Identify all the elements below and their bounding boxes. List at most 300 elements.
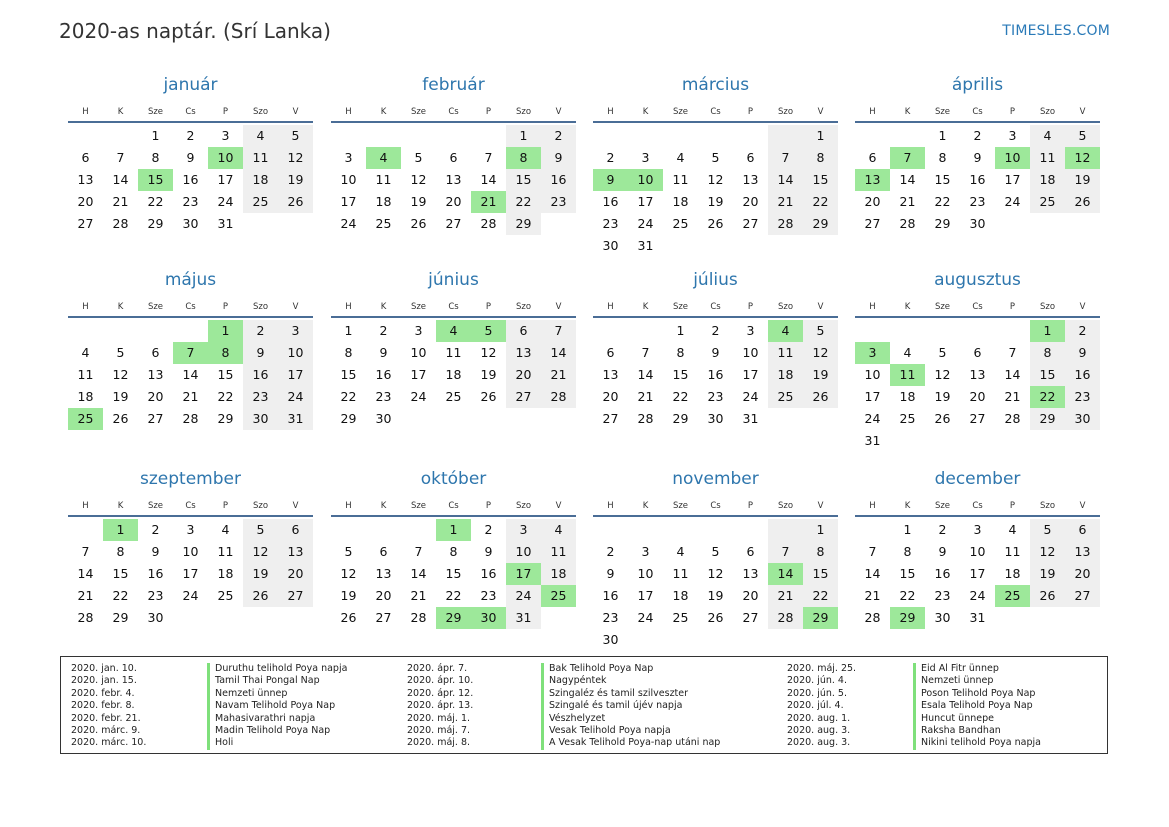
week-row <box>331 408 576 430</box>
day-cell: 4 <box>676 150 685 165</box>
empty-day-cell <box>1065 607 1100 629</box>
holiday-day-cell: 29 <box>436 607 471 629</box>
legend-holiday-name: Madin Telihold Poya Nap <box>207 725 347 737</box>
day-cell: 8 <box>449 544 458 559</box>
day-cell: 15 <box>445 566 462 581</box>
day-cell: 6 <box>81 150 90 165</box>
legend-date: 2020. jún. 5. <box>787 687 848 699</box>
weekday-label: H <box>869 302 876 312</box>
day-cell: 11 <box>1004 544 1021 559</box>
empty-day-cell <box>698 519 733 541</box>
day-cell: 24 <box>637 216 654 231</box>
day-cell: 6 <box>151 345 160 360</box>
day-cell: 8 <box>676 345 685 360</box>
week-row <box>331 125 576 147</box>
weekday-label: H <box>82 501 89 511</box>
day-cell: 2 <box>243 320 278 342</box>
day-cell: 9 <box>606 566 615 581</box>
day-cell: 28 <box>768 607 803 629</box>
week-row <box>68 320 313 342</box>
empty-day-cell <box>925 430 960 452</box>
holiday-day-cell: 17 <box>506 563 541 585</box>
weekday-header <box>331 103 576 123</box>
holiday-day-cell: 14 <box>768 563 803 585</box>
day-cell: 14 <box>768 169 803 191</box>
day-cell: 27 <box>278 585 313 607</box>
month-8 <box>855 268 1100 452</box>
day-cell: 23 <box>480 588 497 603</box>
day-cell: 9 <box>1065 342 1100 364</box>
holiday-day-cell: 4 <box>366 147 401 169</box>
day-cell: 21 <box>112 194 129 209</box>
empty-day-cell <box>995 430 1030 452</box>
holiday-day-cell: 1 <box>208 320 243 342</box>
week-row <box>855 563 1100 585</box>
day-cell: 8 <box>151 150 160 165</box>
day-cell: 13 <box>278 541 313 563</box>
weekday-label: P <box>222 302 229 312</box>
empty-day-cell <box>68 125 103 147</box>
day-cell: 28 <box>182 411 199 426</box>
week-row <box>331 320 576 342</box>
legend-holiday-name: Tamil Thai Pongal Nap <box>207 675 347 687</box>
empty-day-cell <box>436 125 471 147</box>
empty-day-cell <box>663 235 698 257</box>
empty-day-cell <box>243 213 278 235</box>
day-cell: 16 <box>1065 364 1100 386</box>
day-cell: 29 <box>112 610 129 625</box>
empty-day-cell <box>506 408 541 430</box>
day-cell: 29 <box>803 213 838 235</box>
day-cell: 18 <box>375 194 392 209</box>
empty-day-cell <box>995 320 1030 342</box>
empty-day-cell <box>768 629 803 651</box>
day-cell: 3 <box>278 320 313 342</box>
empty-day-cell <box>663 125 698 147</box>
legend-date: 2020. márc. 9. <box>71 725 141 737</box>
day-cell: 27 <box>969 411 986 426</box>
weekday-label: Szo <box>252 302 269 312</box>
day-cell: 24 <box>1004 194 1021 209</box>
weekday-label: Szo <box>515 302 532 312</box>
day-cell: 28 <box>77 610 94 625</box>
week-row <box>331 386 576 408</box>
day-cell: 17 <box>217 172 234 187</box>
day-cell: 17 <box>742 367 759 382</box>
day-cell: 3 <box>746 323 755 338</box>
empty-day-cell <box>1030 213 1065 235</box>
holiday-legend <box>60 656 1108 754</box>
day-cell: 18 <box>445 367 462 382</box>
empty-day-cell <box>803 629 838 651</box>
day-cell: 2 <box>711 323 720 338</box>
month-name: augusztus <box>934 270 1021 290</box>
weekday-label: V <box>1079 107 1086 117</box>
day-cell: 4 <box>221 522 230 537</box>
weekday-label: K <box>642 302 649 312</box>
day-cell: 6 <box>868 150 877 165</box>
day-cell: 1 <box>676 323 685 338</box>
empty-day-cell <box>243 607 278 629</box>
empty-day-cell <box>628 519 663 541</box>
weekday-label: V <box>1079 302 1086 312</box>
day-cell: 27 <box>1065 585 1100 607</box>
weekday-label: K <box>642 501 649 511</box>
weekday-label: Sze <box>147 501 164 511</box>
day-cell: 23 <box>707 389 724 404</box>
week-row <box>68 213 313 235</box>
holiday-day-cell: 7 <box>173 342 208 364</box>
day-cell: 1 <box>938 128 947 143</box>
day-cell: 26 <box>410 216 427 231</box>
weekday-label: Szo <box>777 302 794 312</box>
legend-date: 2020. jún. 4. <box>787 675 848 687</box>
day-cell: 21 <box>899 194 916 209</box>
empty-day-cell <box>960 320 995 342</box>
legend-holiday-name: Nemzeti ünnep <box>207 688 347 700</box>
week-row <box>593 519 838 541</box>
empty-day-cell <box>890 125 925 147</box>
empty-day-cell <box>995 607 1030 629</box>
day-cell: 24 <box>506 585 541 607</box>
day-cell: 7 <box>641 345 650 360</box>
day-cell: 28 <box>899 216 916 231</box>
day-cell: 22 <box>445 588 462 603</box>
week-row <box>855 320 1100 342</box>
week-row <box>593 408 838 430</box>
weekday-label: P <box>1009 501 1016 511</box>
week-row <box>593 541 838 563</box>
empty-day-cell <box>803 408 838 430</box>
holiday-day-cell: 10 <box>995 147 1030 169</box>
weekday-label: Cs <box>448 107 459 117</box>
day-cell: 10 <box>637 566 654 581</box>
day-cell: 19 <box>803 364 838 386</box>
weekday-label: K <box>642 107 649 117</box>
day-cell: 2 <box>973 128 982 143</box>
weekday-label: Szo <box>515 107 532 117</box>
day-cell: 6 <box>278 519 313 541</box>
weekday-label: P <box>222 107 229 117</box>
month-name: szeptember <box>140 469 241 489</box>
day-cell: 25 <box>672 216 689 231</box>
day-cell: 6 <box>973 345 982 360</box>
day-cell: 23 <box>375 389 392 404</box>
day-cell: 7 <box>116 150 125 165</box>
day-cell: 17 <box>1004 172 1021 187</box>
day-cell: 6 <box>746 544 755 559</box>
weekday-label: P <box>485 302 492 312</box>
week-row <box>855 607 1100 629</box>
legend-holiday-name: Vészhelyzet <box>541 713 720 725</box>
week-row <box>855 541 1100 563</box>
day-cell: 15 <box>934 172 951 187</box>
weekday-label: V <box>292 501 299 511</box>
empty-day-cell <box>401 519 436 541</box>
day-cell: 5 <box>711 544 720 559</box>
weekday-label: V <box>555 107 562 117</box>
day-cell: 30 <box>243 408 278 430</box>
empty-day-cell <box>541 607 576 629</box>
legend-holiday-name: Nemzeti ünnep <box>913 675 1041 687</box>
day-cell: 7 <box>768 541 803 563</box>
weekday-label: Cs <box>710 302 721 312</box>
empty-day-cell <box>768 235 803 257</box>
holiday-day-cell: 30 <box>471 607 506 629</box>
day-cell: 20 <box>1065 563 1100 585</box>
empty-day-cell <box>541 408 576 430</box>
day-cell: 15 <box>803 563 838 585</box>
day-cell: 16 <box>969 172 986 187</box>
legend-holiday-name: A Vesak Telihold Poya-nap utáni nap <box>541 737 720 749</box>
day-cell: 10 <box>969 544 986 559</box>
day-cell: 9 <box>484 544 493 559</box>
legend-holiday-name: Vesak Telihold Poya napja <box>541 725 720 737</box>
holiday-day-cell: 4 <box>436 320 471 342</box>
holiday-day-cell: 12 <box>1065 147 1100 169</box>
weekday-label: P <box>1009 302 1016 312</box>
week-row <box>331 541 576 563</box>
page-title: 2020-as naptár. (Srí Lanka) <box>59 19 331 43</box>
day-cell: 13 <box>1065 541 1100 563</box>
day-cell: 16 <box>541 169 576 191</box>
day-cell: 9 <box>151 544 160 559</box>
day-cell: 21 <box>864 588 881 603</box>
empty-day-cell <box>471 408 506 430</box>
empty-day-cell <box>68 320 103 342</box>
day-cell: 13 <box>445 172 462 187</box>
weekday-label: V <box>292 107 299 117</box>
day-cell: 7 <box>768 147 803 169</box>
weekday-label: Cs <box>972 302 983 312</box>
weekday-label: Szo <box>777 107 794 117</box>
day-cell: 26 <box>278 191 313 213</box>
legend-holiday-name: Nagypéntek <box>541 675 720 687</box>
legend-date: 2020. jan. 10. <box>71 663 137 674</box>
day-cell: 28 <box>1004 411 1021 426</box>
day-cell: 21 <box>768 585 803 607</box>
legend-holiday-name: Navam Telihold Poya Nap <box>207 700 347 712</box>
month-9 <box>68 467 313 629</box>
week-row <box>593 169 838 191</box>
weekday-label: Sze <box>410 501 427 511</box>
day-cell: 30 <box>182 216 199 231</box>
weekday-label: Cs <box>972 107 983 117</box>
month-name: november <box>672 469 759 489</box>
day-cell: 23 <box>243 386 278 408</box>
holiday-day-cell: 29 <box>803 607 838 629</box>
weekday-label: V <box>292 302 299 312</box>
day-cell: 18 <box>1004 566 1021 581</box>
empty-day-cell <box>1065 430 1100 452</box>
weekday-label: Sze <box>934 302 951 312</box>
empty-day-cell <box>103 320 138 342</box>
legend-holiday-name: Huncut ünnepe <box>913 713 1041 725</box>
week-row <box>331 364 576 386</box>
day-cell: 19 <box>278 169 313 191</box>
day-cell: 26 <box>1065 191 1100 213</box>
day-cell: 27 <box>742 216 759 231</box>
day-cell: 9 <box>186 150 195 165</box>
day-cell: 12 <box>707 172 724 187</box>
legend-holiday-name: Duruthu telihold Poya napja <box>207 663 347 675</box>
weekday-label: P <box>485 107 492 117</box>
empty-day-cell <box>593 519 628 541</box>
day-cell: 30 <box>602 238 619 253</box>
holiday-day-cell: 1 <box>103 519 138 541</box>
day-cell: 23 <box>182 194 199 209</box>
day-cell: 18 <box>672 588 689 603</box>
legend-holiday-name: Mahasivarathri napja <box>207 713 347 725</box>
week-row <box>855 519 1100 541</box>
weekday-label: Szo <box>777 501 794 511</box>
week-row <box>68 541 313 563</box>
legend-date: 2020. máj. 25. <box>787 663 857 674</box>
day-cell: 13 <box>147 367 164 382</box>
day-cell: 13 <box>77 172 94 187</box>
day-cell: 12 <box>340 566 357 581</box>
site-link[interactable]: TIMESLES.COM <box>1002 23 1110 39</box>
empty-day-cell <box>698 629 733 651</box>
legend-dates-col-3 <box>787 663 856 750</box>
month-name: december <box>934 469 1021 489</box>
empty-day-cell <box>960 430 995 452</box>
day-cell: 12 <box>803 342 838 364</box>
week-row <box>331 169 576 191</box>
day-cell: 22 <box>217 389 234 404</box>
day-cell: 4 <box>676 544 685 559</box>
day-cell: 6 <box>379 544 388 559</box>
day-cell: 7 <box>484 150 493 165</box>
weekday-label: Sze <box>934 501 951 511</box>
day-cell: 18 <box>217 566 234 581</box>
day-cell: 10 <box>182 544 199 559</box>
day-cell: 3 <box>221 128 230 143</box>
day-cell: 4 <box>903 345 912 360</box>
month-name: március <box>681 75 750 95</box>
empty-day-cell <box>855 320 890 342</box>
day-cell: 16 <box>707 367 724 382</box>
weekday-label: Cs <box>185 302 196 312</box>
day-cell: 4 <box>81 345 90 360</box>
week-row <box>331 213 576 235</box>
day-cell: 9 <box>541 147 576 169</box>
day-cell: 25 <box>1030 191 1065 213</box>
day-cell: 18 <box>77 389 94 404</box>
weekday-header <box>855 298 1100 318</box>
day-cell: 18 <box>541 563 576 585</box>
weekday-header <box>68 298 313 318</box>
holiday-day-cell: 29 <box>890 607 925 629</box>
month-name: június <box>428 270 479 290</box>
day-cell: 14 <box>77 566 94 581</box>
legend-date: 2020. máj. 7. <box>407 725 471 737</box>
day-cell: 9 <box>379 345 388 360</box>
day-cell: 16 <box>480 566 497 581</box>
day-cell: 10 <box>278 342 313 364</box>
empty-day-cell <box>593 125 628 147</box>
day-cell: 7 <box>541 320 576 342</box>
weekday-label: H <box>345 501 352 511</box>
day-cell: 8 <box>1030 342 1065 364</box>
weekday-label: P <box>485 501 492 511</box>
day-cell: 28 <box>637 411 654 426</box>
week-row <box>68 147 313 169</box>
day-cell: 3 <box>973 522 982 537</box>
weekday-label: Sze <box>410 302 427 312</box>
day-cell: 26 <box>243 585 278 607</box>
day-cell: 2 <box>541 125 576 147</box>
week-row <box>855 386 1100 408</box>
day-cell: 3 <box>506 519 541 541</box>
week-row <box>68 408 313 430</box>
holiday-day-cell: 4 <box>768 320 803 342</box>
day-cell: 26 <box>707 216 724 231</box>
day-cell: 15 <box>217 367 234 382</box>
day-cell: 16 <box>602 588 619 603</box>
week-row <box>593 364 838 386</box>
weekday-header <box>331 298 576 318</box>
day-cell: 10 <box>742 345 759 360</box>
day-cell: 15 <box>1030 364 1065 386</box>
day-cell: 25 <box>243 191 278 213</box>
day-cell: 22 <box>934 194 951 209</box>
day-cell: 25 <box>217 588 234 603</box>
day-cell: 31 <box>506 607 541 629</box>
day-cell: 12 <box>1030 541 1065 563</box>
weekday-label: H <box>607 302 614 312</box>
day-cell: 5 <box>243 519 278 541</box>
day-cell: 15 <box>112 566 129 581</box>
month-5 <box>68 268 313 430</box>
week-row <box>593 342 838 364</box>
day-cell: 27 <box>77 216 94 231</box>
week-row <box>855 430 1100 452</box>
legend-holiday-name: Esala Telihold Poya Nap <box>913 700 1041 712</box>
weekday-label: V <box>817 302 824 312</box>
day-cell: 5 <box>1065 125 1100 147</box>
holiday-day-cell: 13 <box>855 169 890 191</box>
day-cell: 11 <box>1030 147 1065 169</box>
day-cell: 20 <box>278 563 313 585</box>
day-cell: 14 <box>864 566 881 581</box>
holiday-day-cell: 15 <box>138 169 173 191</box>
day-cell: 16 <box>182 172 199 187</box>
weekday-label: V <box>817 107 824 117</box>
empty-day-cell <box>733 235 768 257</box>
day-cell: 22 <box>147 194 164 209</box>
empty-day-cell <box>471 125 506 147</box>
day-cell: 5 <box>116 345 125 360</box>
day-cell: 15 <box>672 367 689 382</box>
week-row <box>593 585 838 607</box>
month-name: január <box>163 75 218 95</box>
day-cell: 19 <box>480 367 497 382</box>
empty-day-cell <box>278 213 313 235</box>
day-cell: 23 <box>934 588 951 603</box>
day-cell: 28 <box>112 216 129 231</box>
holiday-day-cell: 7 <box>890 147 925 169</box>
day-cell: 29 <box>147 216 164 231</box>
holiday-day-cell: 10 <box>628 169 663 191</box>
legend-date: 2020. ápr. 12. <box>407 687 474 699</box>
day-cell: 12 <box>410 172 427 187</box>
day-cell: 8 <box>803 147 838 169</box>
weekday-label: Szo <box>515 501 532 511</box>
day-cell: 23 <box>147 588 164 603</box>
empty-day-cell <box>733 519 768 541</box>
legend-holiday-name: Bak Telihold Poya Nap <box>541 663 720 675</box>
